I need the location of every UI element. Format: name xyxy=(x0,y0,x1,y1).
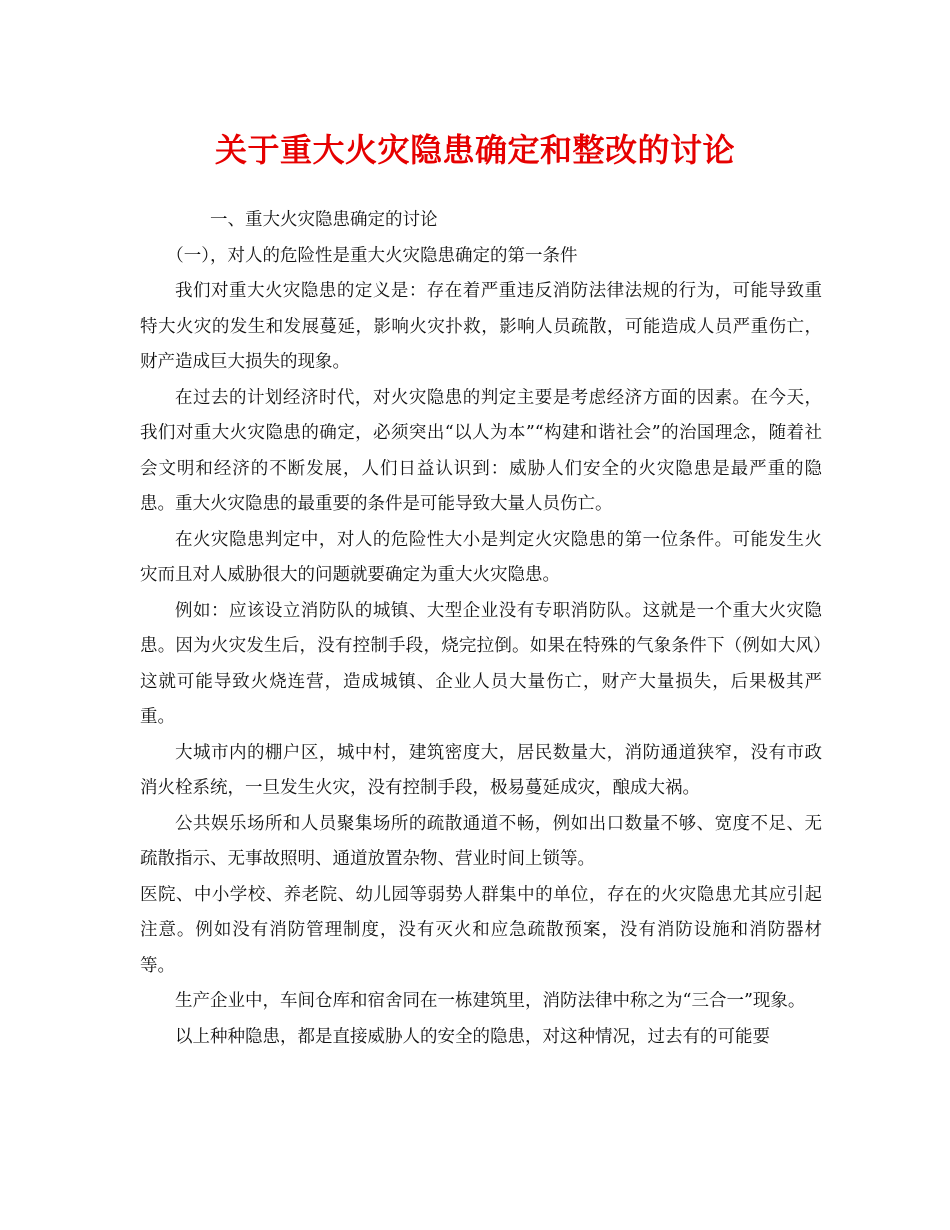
paragraph: 大城市内的棚户区，城中村，建筑密度大，居民数量大，消防通道狭窄，没有市政消火栓系统，一旦发生火灾，没有控制手段，极易蔓延成灾，酿成大祸。 xyxy=(140,742,822,798)
paragraph: 生产企业中，车间仓库和宿舍同在一栋建筑里，消防法律中称之为“三合一”现象。 xyxy=(175,991,806,1011)
section-heading: 一、重大火灾隐患确定的讨论 xyxy=(210,210,438,230)
document-title: 关于重大火灾隐患确定和整改的讨论 xyxy=(214,131,735,169)
paragraph: 例如：应该设立消防队的城镇、大型企业没有专职消防队。这就是一个重大火灾隐患。因为火灾发生后，没有控制手段，烧完拉倒。如果在特殊的气象条件下（例如大风）这就可能导致火烧连营，造成城镇、企业人员大量伤亡，财产大量损失，后果极其严重。 xyxy=(140,600,822,727)
paragraph: 在火灾隐患判定中，对人的危险性大小是判定火灾隐患的第一位条件。可能发生火灾而且对人威胁很大的问题就要确定为重大火灾隐患。 xyxy=(140,529,822,585)
paragraph: 以上种种隐患，都是直接威胁人的安全的隐患，对这种情况，过去有的可能要 xyxy=(175,1026,770,1047)
paragraph: 医院、中小学校、养老院、幼儿园等弱势人群集中的单位，存在的火灾隐患尤其应引起注意。例如没有消防管理制度，没有灭火和应急疏散预案，没有消防设施和消防器材等。 xyxy=(140,884,822,976)
document-body xyxy=(140,203,822,1055)
paragraph: 在过去的计划经济时代，对火灾隐患的判定主要是考虑经济方面的因素。在今天，我们对重大火灾隐患的确定，必须突出“以人为本”“构建和谐社会”的治国理念，随着社会文明和经济的不断发展，人们日益认识到：威胁人们安全的火灾隐患是最严重的隐患。重大火灾隐患的最重要的条件是可能导致大量人员伤亡。 xyxy=(140,387,822,514)
paragraph: 公共娱乐场所和人员聚集场所的疏散通道不畅，例如出口数量不够、宽度不足、无疏散指示、无事故照明、通道放置杂物、营业时间上锁等。 xyxy=(140,813,822,869)
subsection-heading: （一），对人的危险性是重大火灾隐患确定的第一条件 xyxy=(166,245,578,266)
paragraph: 我们对重大火灾隐患的定义是：存在着严重违反消防法律法规的行为，可能导致重特大火灾的发生和发展蔓延，影响火灾扑救，影响人员疏散，可能造成人员严重伤亡，财产造成巨大损失的现象。 xyxy=(140,281,822,372)
